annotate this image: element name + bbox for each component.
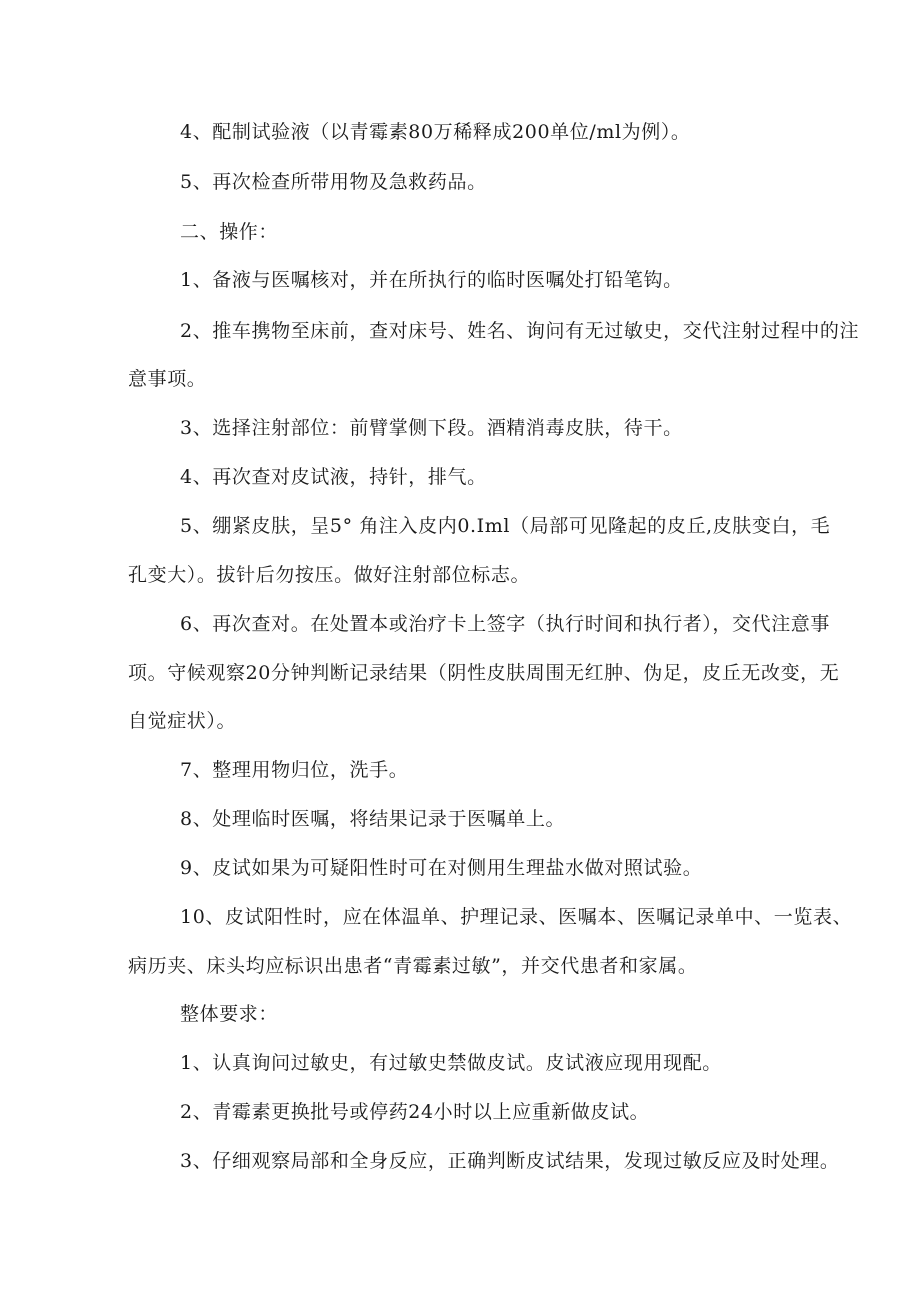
step-4-prepare-solution: 4、配制试验液（以青霉素80万稀释成200单位/ml为例）。: [180, 121, 691, 143]
operation-step-2-line-1: 2、推车携物至床前，查对床号、姓名、询问有无过敏史，交代注射过程中的注: [180, 320, 860, 342]
operation-step-6-line-2: 项。守候观察20分钟判断记录结果（阴性皮肤周围无红肿、伪足，皮丘无改变，无: [128, 662, 840, 684]
operation-step-5-line-1: 5、绷紧皮肤，呈5° 角注入皮内0.Iml（局部可见隆起的皮丘,皮肤变白，毛: [180, 515, 831, 537]
operation-step-5-line-2: 孔变大）。拔针后勿按压。做好注射部位标志。: [128, 564, 531, 586]
requirement-3: 3、仔细观察局部和全身反应，正确判断皮试结果，发现过敏反应及时处理。: [180, 1150, 840, 1172]
operation-step-3: 3、选择注射部位：前臂掌侧下段。酒精消毒皮肤，待干。: [180, 417, 683, 439]
requirement-1: 1、认真询问过敏史，有过敏史禁做皮试。皮试液应现用现配。: [180, 1052, 722, 1074]
operation-step-6-line-1: 6、再次查对。在处置本或治疗卡上签字（执行时间和执行者），交代注意事: [180, 613, 830, 635]
operation-step-1: 1、备液与医嘱核对，并在所执行的临时医嘱处打铅笔钩。: [180, 269, 683, 291]
operation-step-2-line-2: 意事项。: [128, 368, 207, 390]
step-5-check-supplies: 5、再次检查所带用物及急救药品。: [180, 171, 487, 193]
requirement-2: 2、青霉素更换批号或停药24小时以上应重新做皮试。: [180, 1101, 650, 1123]
operation-step-10-line-1: 10、皮试阳性时，应在体温单、护理记录、医嘱本、医嘱记录单中、一览表、: [180, 906, 853, 928]
section-heading-operation: 二、操作：: [180, 221, 279, 243]
section-heading-overall-requirements: 整体要求：: [180, 1003, 279, 1025]
operation-step-9: 9、皮试如果为可疑阳性时可在对侧用生理盐水做对照试验。: [180, 857, 703, 879]
operation-step-10-line-2: 病历夹、床头均应标识出患者“青霉素过敏”，并交代患者和家属。: [128, 955, 698, 977]
operation-step-6-line-3: 自觉症状）。: [128, 710, 237, 732]
operation-step-4: 4、再次查对皮试液，持针，排气。: [180, 466, 487, 488]
operation-step-8: 8、处理临时医嘱，将结果记录于医嘱单上。: [180, 808, 566, 830]
operation-step-7: 7、整理用物归位，洗手。: [180, 759, 409, 781]
